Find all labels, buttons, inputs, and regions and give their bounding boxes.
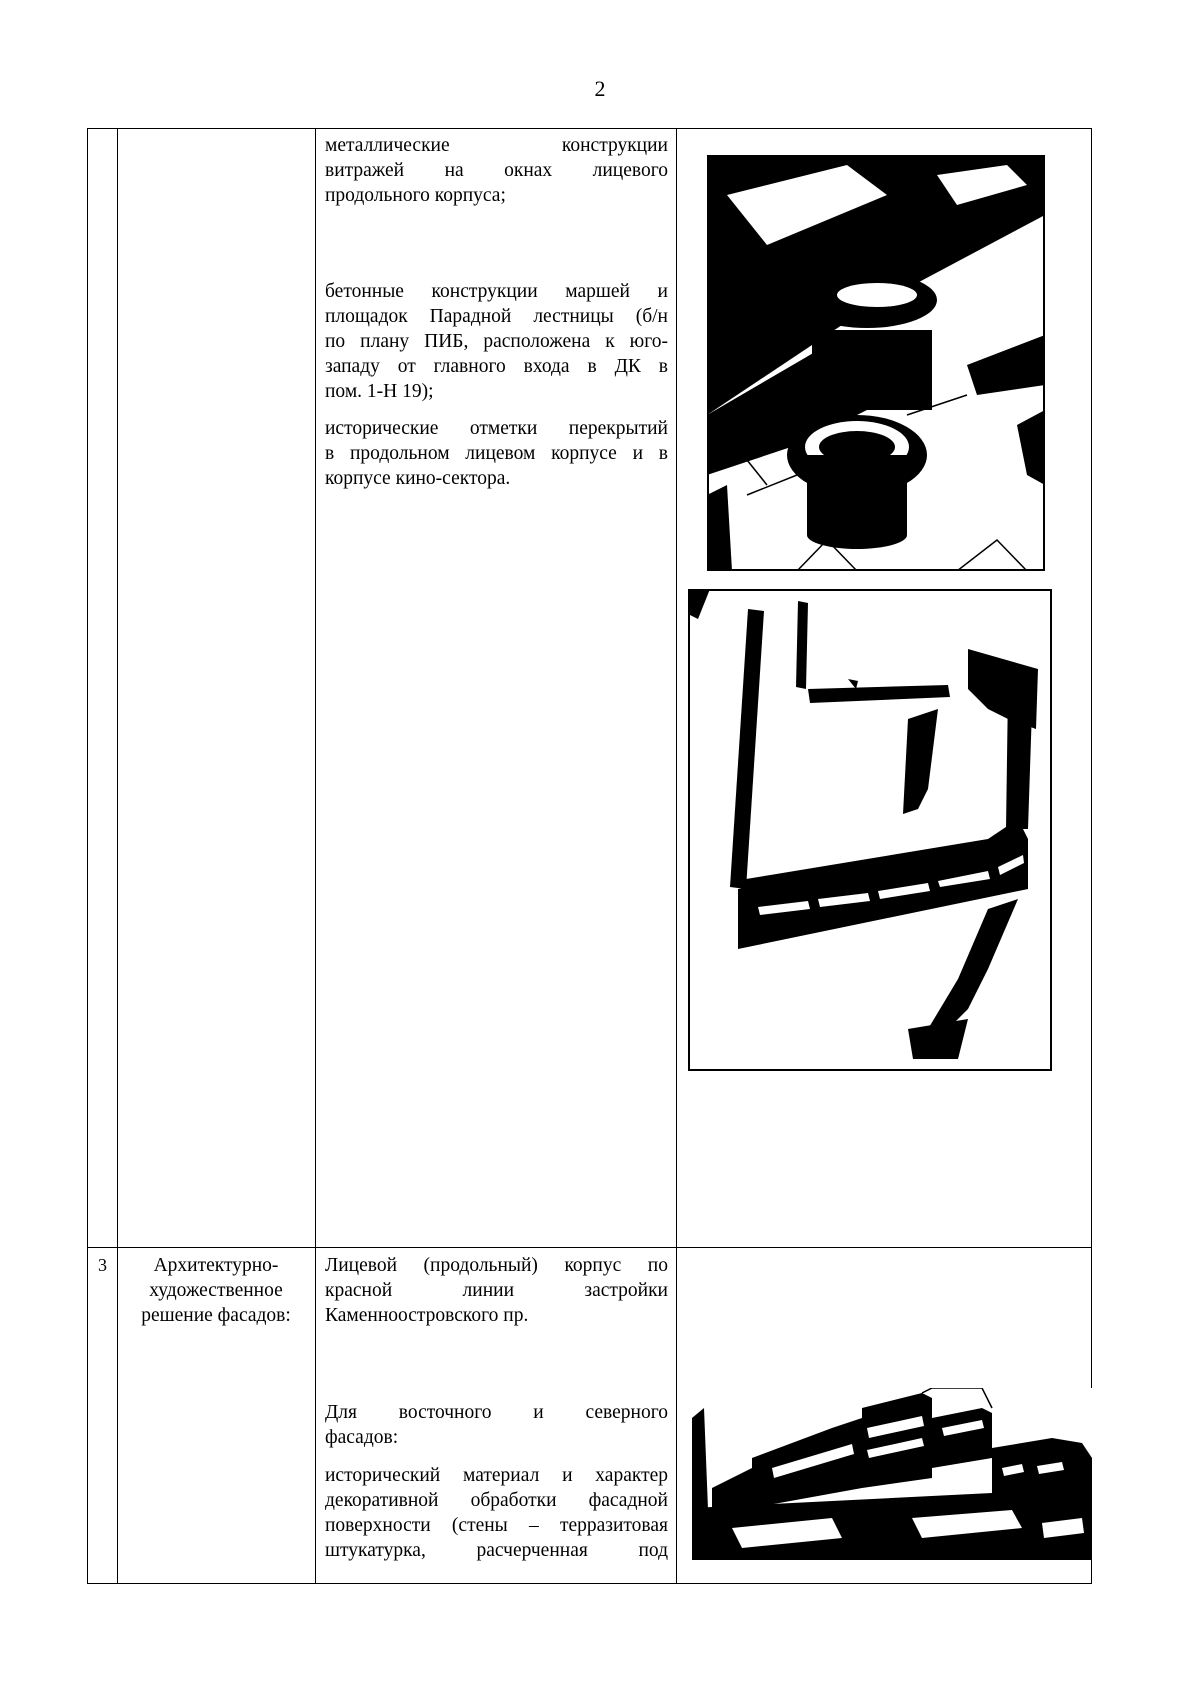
text-line: витражей на окнах лицевого <box>325 160 668 181</box>
column-divider-description <box>676 129 677 1583</box>
paragraph-facades <box>325 1400 668 1450</box>
protection-table <box>87 128 1092 1584</box>
text-line: декоративной обработки фасадной <box>325 1490 668 1511</box>
text-line: штукатурка, расчерченная под <box>325 1540 668 1561</box>
text-line: Каменноостровского пр. <box>325 1305 529 1326</box>
text-line: поверхности (стены – терразитовая <box>325 1515 668 1536</box>
text-line: исторический материал и характер <box>325 1465 668 1486</box>
text-line: западу от главного входа в ДК в <box>325 356 668 377</box>
text-line: фасадов: <box>325 1427 399 1448</box>
text-line: корпусе кино-сектора. <box>325 468 511 489</box>
row-number: 3 <box>98 1255 107 1275</box>
name-line: решение фасадов: <box>141 1305 291 1326</box>
paragraph-concrete-stairs <box>325 279 668 404</box>
paragraph-front-building <box>325 1253 668 1328</box>
paragraph-metal-structures <box>325 133 668 208</box>
text-line: по плану ПИБ, расположена к юго- <box>325 331 668 352</box>
name-line: художественное <box>149 1280 283 1301</box>
description-cell-continued <box>325 133 668 491</box>
text-line: Лицевой (продольный) корпус по <box>325 1255 668 1276</box>
text-line: в продольном лицевом корпусе и в <box>325 443 668 464</box>
text-line: бетонные конструкции маршей и <box>325 281 668 302</box>
row-name-cell <box>117 1253 315 1328</box>
text-line: исторические отметки перекрытий <box>325 418 668 439</box>
stair-photo <box>707 155 1045 571</box>
text-line: Для восточного и северного <box>325 1402 668 1423</box>
facade-photo <box>692 1388 1092 1560</box>
description-cell-row3 <box>325 1253 668 1563</box>
paragraph-floor-marks <box>325 416 668 491</box>
text-line: красной линии застройки <box>325 1280 668 1301</box>
text-line: площадок Парадной лестницы (б/н <box>325 306 668 327</box>
window-frame-photo <box>688 589 1052 1071</box>
text-line: продольного корпуса; <box>325 185 506 206</box>
page-number: 2 <box>594 76 606 101</box>
text-line: пом. 1-Н 19); <box>325 381 434 402</box>
name-line: Архитектурно- <box>153 1255 279 1276</box>
row-divider <box>88 1247 1091 1248</box>
column-divider-name <box>315 129 316 1583</box>
paragraph-historic-material <box>325 1463 668 1563</box>
text-line: металлические конструкции <box>325 135 668 156</box>
column-divider-number <box>117 129 118 1583</box>
